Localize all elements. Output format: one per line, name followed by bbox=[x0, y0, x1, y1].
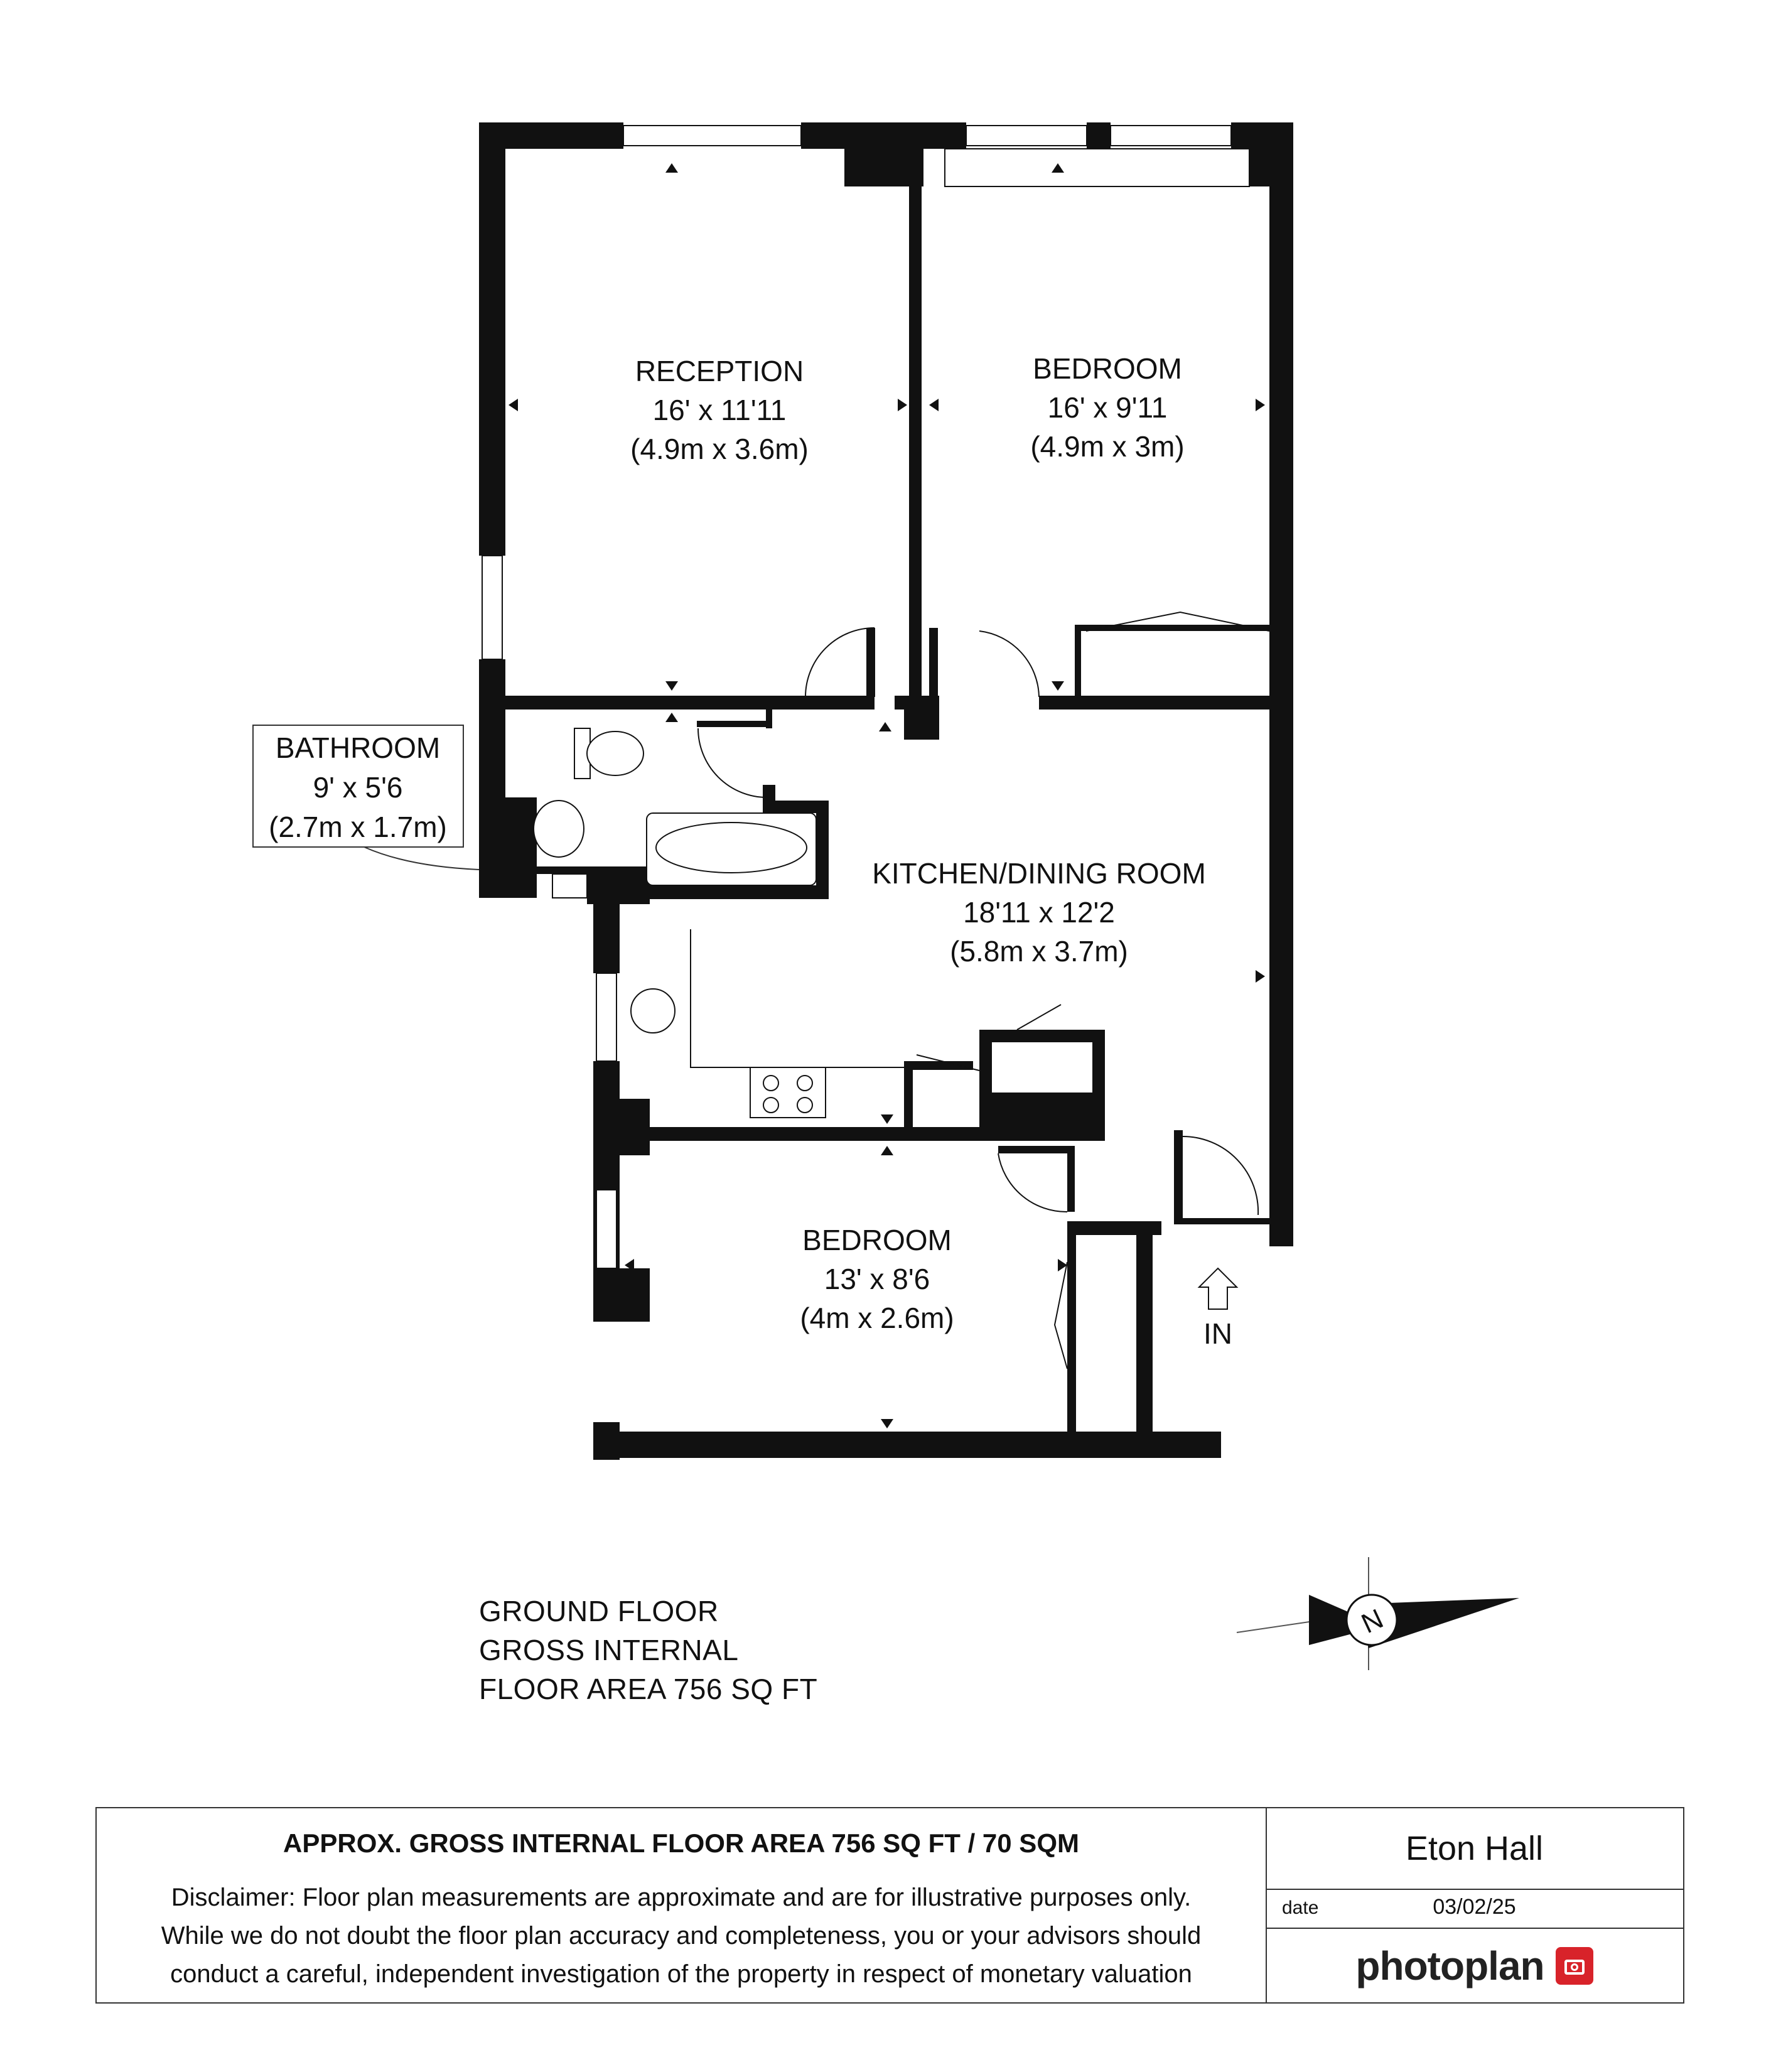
project-name: Eton Hall bbox=[1266, 1808, 1683, 1890]
bedroom-2-name: BEDROOM bbox=[802, 1224, 952, 1256]
area-heading: APPROX. GROSS INTERNAL FLOOR AREA 756 SQ FT / 70 SQM bbox=[283, 1828, 1079, 1858]
floor-info-line-1: GROUND FLOOR bbox=[479, 1595, 719, 1627]
title-block bbox=[95, 1807, 1684, 2004]
kitchen-counter bbox=[691, 929, 904, 1067]
date-row bbox=[1266, 1889, 1683, 1929]
reception-imperial: 16' x 11'11 bbox=[652, 394, 787, 426]
compass bbox=[1237, 1557, 1519, 1670]
reception-name: RECEPTION bbox=[635, 355, 804, 387]
bathroom-metric: (2.7m x 1.7m) bbox=[269, 811, 447, 843]
fixtures bbox=[534, 728, 904, 1118]
reception-metric: (4.9m x 3.6m) bbox=[630, 433, 809, 465]
title-block-side bbox=[1266, 1808, 1683, 2002]
disclaimer-line-2: While we do not doubt the floor plan accuracy and completeness, you or your advisors should bbox=[161, 1922, 1202, 1950]
date-value: 03/02/25 bbox=[1433, 1895, 1516, 1919]
bedroom-1-name: BEDROOM bbox=[1033, 352, 1182, 385]
kitchen-imperial: 18'11 x 12'2 bbox=[963, 896, 1115, 929]
disclaimer-line-1: Disclaimer: Floor plan measurements are approximate and are for illustrative purposes only. bbox=[171, 1884, 1192, 1911]
photoplan-logo bbox=[1266, 1928, 1683, 2004]
disclaimer bbox=[97, 1879, 1266, 1994]
logo-wordmark bbox=[1355, 1943, 1544, 1989]
entrance-marker bbox=[1199, 1268, 1237, 1350]
date-label: date bbox=[1282, 1897, 1319, 1918]
bedroom-2-metric: (4m x 2.6m) bbox=[800, 1302, 954, 1334]
bathroom-name: BATHROOM bbox=[275, 731, 441, 764]
kitchen-metric: (5.8m x 3.7m) bbox=[950, 935, 1128, 968]
title-block-main bbox=[97, 1808, 1267, 2002]
kitchen-sink bbox=[631, 989, 675, 1033]
callout-leader bbox=[364, 847, 479, 870]
door-swings bbox=[698, 612, 1269, 1369]
bathroom-imperial: 9' x 5'6 bbox=[313, 771, 403, 804]
floor-info bbox=[479, 1592, 817, 1708]
kitchen-name: KITCHEN/DINING ROOM bbox=[872, 857, 1206, 890]
hob bbox=[750, 1067, 826, 1118]
toilet-bowl bbox=[587, 731, 643, 775]
disclaimer-line-3: conduct a careful, independent investigation of the property in respect of monetary valuation bbox=[170, 1960, 1192, 1988]
logo-word-part-1: photo bbox=[1355, 1943, 1465, 1988]
floor-info-line-3: FLOOR AREA 756 SQ FT bbox=[479, 1673, 818, 1705]
bedroom-1-imperial: 16' x 9'11 bbox=[1047, 391, 1168, 424]
camera-icon bbox=[1556, 1947, 1593, 1985]
logo-word-part-2: plan bbox=[1464, 1943, 1544, 1988]
entrance-arrow-icon bbox=[1199, 1268, 1237, 1309]
bedroom-2-imperial: 13' x 8'6 bbox=[824, 1263, 930, 1295]
floor-info-line-2: GROSS INTERNAL bbox=[479, 1634, 739, 1666]
bathroom-sink bbox=[534, 801, 584, 857]
bath-basin bbox=[656, 823, 807, 873]
bedroom-1-metric: (4.9m x 3m) bbox=[1030, 430, 1185, 463]
entrance-label: IN bbox=[1203, 1317, 1232, 1350]
compass-north-label: N bbox=[1357, 1603, 1388, 1640]
